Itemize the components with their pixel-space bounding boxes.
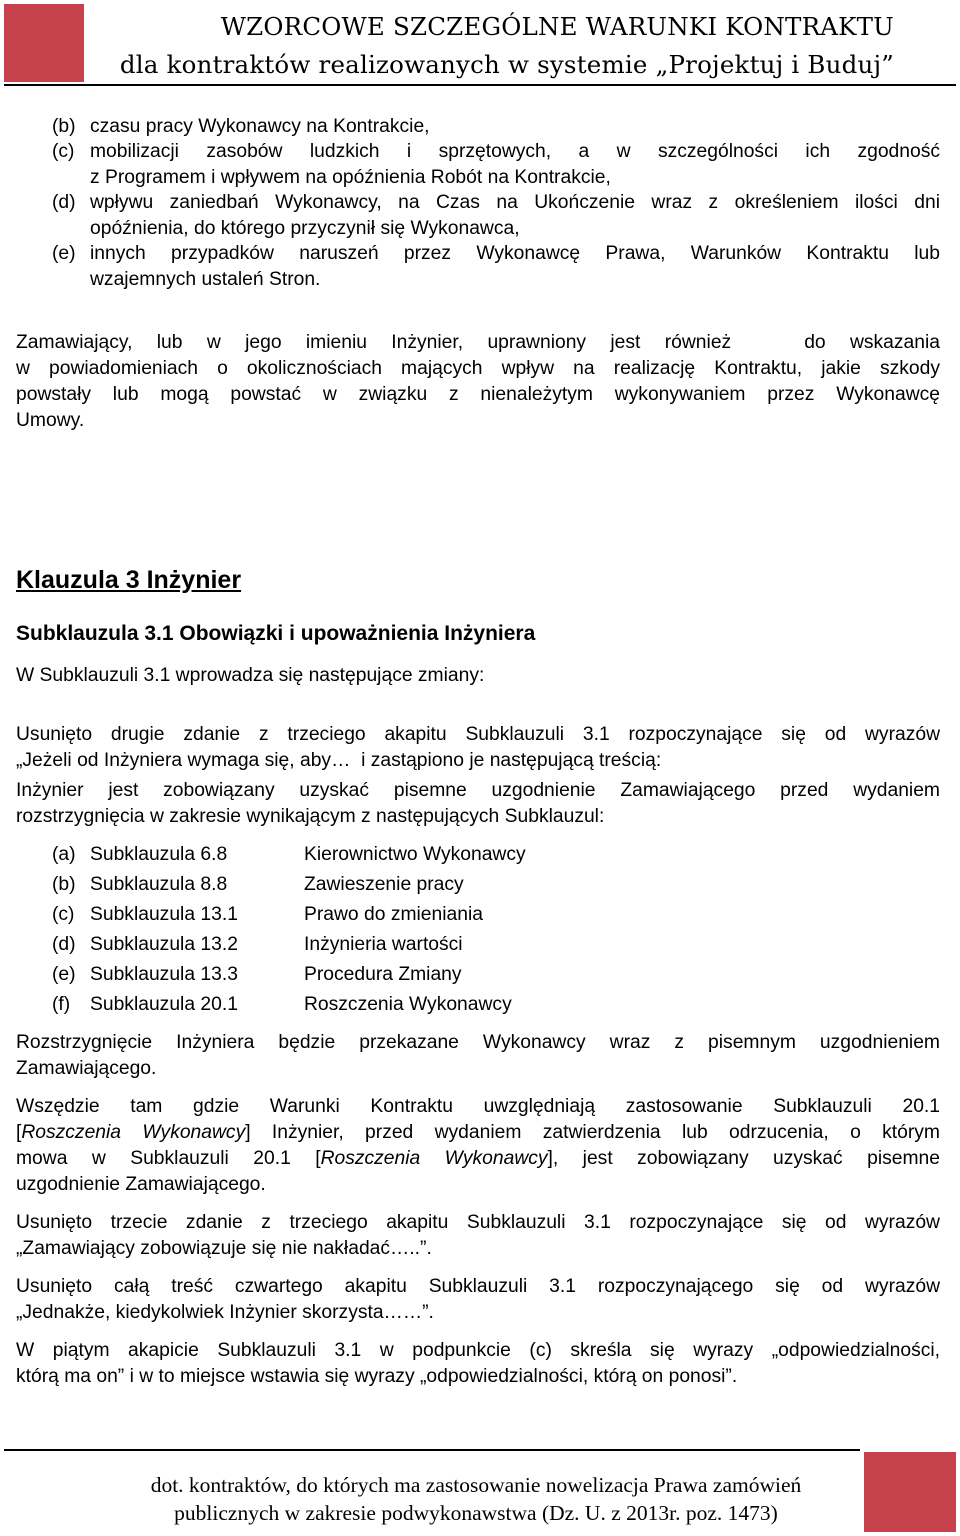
paragraph-line: Usunięto trzecie zdanie z trzeciego akapitu Subklauzuli 3.1 rozpoczynające się od wyrazów <box>16 1212 940 1233</box>
list-label: (b) <box>52 116 76 137</box>
list-label: (a) <box>52 844 76 865</box>
footer-rule <box>4 1449 860 1451</box>
list-clause: Subklauzula 13.1 <box>90 904 238 925</box>
paragraph-line <box>16 1120 940 1146</box>
list-desc: Roszczenia Wykonawcy <box>304 994 512 1015</box>
paragraph-line: Wszędzie tam gdzie Warunki Kontraktu uwzględniają zastosowanie Subklauzuli 20.1 <box>16 1096 940 1117</box>
paragraph-line: „Jeżeli od Inżyniera wymaga się, aby… i zastąpiono je następującą treścią: <box>16 750 662 771</box>
footer-red-block <box>864 1452 956 1532</box>
paragraph-line: Rozstrzygnięcie Inżyniera będzie przekazane Wykonawcy wraz z pisemnym uzgodnieniem <box>16 1032 940 1053</box>
list-item: z Programem i wpływem na opóźnienia Robót na Kontrakcie, <box>90 167 611 188</box>
paragraph-line: W piątym akapicie Subklauzuli 3.1 w podpunkcie (c) skreśla się wyrazy „odpowiedzialności, <box>16 1340 940 1361</box>
list-label: (e) <box>52 964 76 985</box>
paragraph-line: „Jednakże, kiedykolwiek Inżynier skorzysta……”. <box>16 1302 434 1323</box>
list-desc: Procedura Zmiany <box>304 964 462 985</box>
paragraph-line: rozstrzygnięcia w zakresie wynikającym z następujących Subklauzul: <box>16 806 605 827</box>
footer-line: publicznych w zakresie podwykonawstwa (Dz. U. z 2013r. poz. 1473) <box>174 1501 778 1525</box>
header-rule <box>4 84 956 86</box>
paragraph-line: którą ma on” i w to miejsce wstawia się wyrazy „odpowiedzialności, którą on ponosi”. <box>16 1366 738 1387</box>
paragraph-line: Zamawiającego. <box>16 1058 157 1079</box>
list-clause: Subklauzula 13.3 <box>90 964 238 985</box>
header-red-block <box>4 4 84 82</box>
paragraph-line: Inżynier jest zobowiązany uzyskać pisemne uzgodnienie Zamawiającego przed wydaniem <box>16 780 940 801</box>
paragraph-line: „Zamawiający zobowiązuje się nie nakładać…..”. <box>16 1238 432 1259</box>
paragraph-line: Usunięto drugie zdanie z trzeciego akapitu Subklauzuli 3.1 rozpoczynające się od wyrazów <box>16 724 940 745</box>
footer-line: dot. kontraktów, do których ma zastosowanie nowelizacja Prawa zamówień <box>150 1473 802 1497</box>
list-label: (f) <box>52 994 71 1015</box>
list-desc: Prawo do zmieniania <box>304 904 483 925</box>
clause-heading: Klauzula 3 Inżynier <box>16 566 242 594</box>
list-item: mobilizacji zasobów ludzkich i sprzętowych, a w szczególności ich zgodność <box>90 141 940 162</box>
paragraph-segment: mowa w Subklauzuli 20.1 [Roszczenia Wykonawcy], jest zobowiązany uzyskać pisemne <box>16 1148 940 1169</box>
paragraph-line: Umowy. <box>16 410 85 431</box>
list-label: (b) <box>52 874 76 895</box>
list-item: opóźnienia, do którego przyczynił się Wykonawca, <box>90 218 520 239</box>
list-label: (c) <box>52 904 75 925</box>
list-label: (c) <box>52 141 75 162</box>
paragraph-line: Zamawiający, lub w jego imieniu Inżynier, uprawniony jest również do wskazania <box>16 332 940 353</box>
list-item: wzajemnych ustaleń Stron. <box>90 269 321 290</box>
intro-text: W Subklauzuli 3.1 wprowadza się następujące zmiany: <box>16 665 485 686</box>
subclause-heading: Subklauzula 3.1 Obowiązki i upoważnienia Inżyniera <box>16 622 536 645</box>
paragraph-line: Usunięto całą treść czwartego akapitu Subklauzuli 3.1 rozpoczynającego się od wyrazów <box>16 1276 940 1297</box>
list-clause: Subklauzula 6.8 <box>90 844 228 865</box>
paragraph-line: powstały lub mogą powstać w związku z nienależytym wykonywaniem przez Wykonawcę <box>16 384 940 405</box>
header-title: WZORCOWE SZCZEGÓLNE WARUNKI KONTRAKTU <box>220 12 894 41</box>
list-clause: Subklauzula 20.1 <box>90 994 238 1015</box>
header-subtitle: dla kontraktów realizowanych w systemie „Projektuj i Buduj” <box>119 50 894 79</box>
paragraph-segment: [Roszczenia Wykonawcy] Inżynier, przed wydaniem zatwierdzenia lub odrzucenia, o którym <box>16 1122 940 1143</box>
paragraph-line: w powiadomieniach o okolicznościach mających wpływ na realizację Kontraktu, jakie szkody <box>16 358 940 379</box>
list-clause: Subklauzula 13.2 <box>90 934 238 955</box>
list-desc: Inżynieria wartości <box>304 934 463 955</box>
list-desc: Kierownictwo Wykonawcy <box>304 844 526 865</box>
paragraph-line <box>16 1146 940 1172</box>
list-item: wpływu zaniedbań Wykonawcy, na Czas na Ukończenie wraz z określeniem ilości dni <box>90 192 940 213</box>
list-label: (d) <box>52 192 76 213</box>
paragraph-line: uzgodnienie Zamawiającego. <box>16 1174 266 1195</box>
list-label: (d) <box>52 934 76 955</box>
list-desc: Zawieszenie pracy <box>304 874 464 895</box>
list-item: innych przypadków naruszeń przez Wykonawcę Prawa, Warunków Kontraktu lub <box>90 243 940 264</box>
list-item: czasu pracy Wykonawcy na Kontrakcie, <box>90 116 430 137</box>
list-label: (e) <box>52 243 76 264</box>
list-clause: Subklauzula 8.8 <box>90 874 228 895</box>
